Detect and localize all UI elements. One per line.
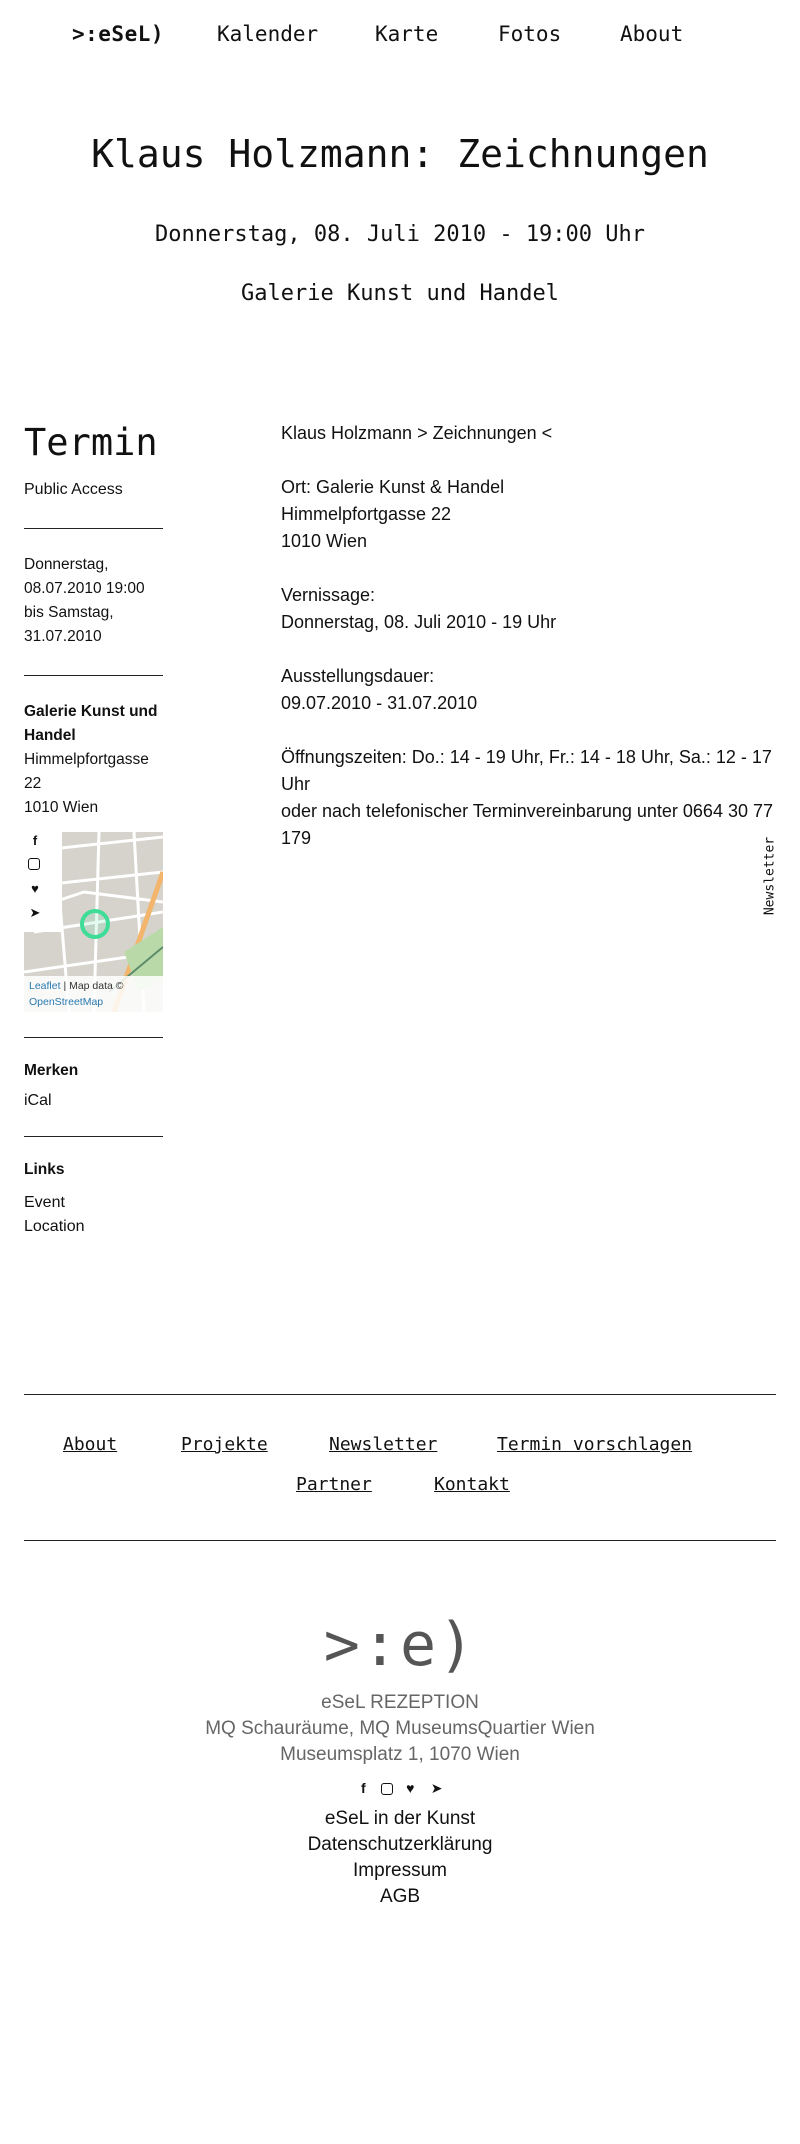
top-nav bbox=[0, 22, 800, 52]
instagram-icon[interactable] bbox=[381, 1783, 393, 1795]
text-line: Donnerstag, 08. Juli 2010 - 19 Uhr bbox=[281, 612, 557, 632]
address-line: 22 bbox=[24, 775, 42, 792]
date-line: 08.07.2010 19:00 bbox=[24, 580, 145, 597]
newsletter-tab-label: Newsletter bbox=[762, 836, 778, 916]
event-title: Klaus Holzmann: Zeichnungen bbox=[91, 132, 709, 176]
links-heading: Links bbox=[24, 1161, 65, 1178]
description-paragraph bbox=[281, 582, 781, 636]
footer-link-about[interactable]: About bbox=[63, 1434, 118, 1455]
text-line: Vernissage: bbox=[281, 585, 376, 605]
divider bbox=[24, 675, 163, 676]
date-range bbox=[24, 553, 164, 649]
footer-divider bbox=[24, 1540, 776, 1541]
footer-link-partner[interactable]: Partner bbox=[296, 1474, 372, 1495]
sidebar-heading: Termin bbox=[24, 421, 158, 464]
merken-heading: Merken bbox=[24, 1062, 79, 1079]
access-label: Public Access bbox=[24, 481, 123, 498]
description-paragraph bbox=[281, 420, 781, 447]
divider bbox=[24, 528, 163, 529]
event-date: Donnerstag, 08. Juli 2010 - 19:00 Uhr bbox=[154, 222, 646, 247]
divider bbox=[24, 1037, 163, 1038]
text-line: 09.07.2010 - 31.07.2010 bbox=[281, 693, 478, 713]
address-line: 1010 Wien bbox=[24, 799, 99, 816]
footer-social-icons bbox=[0, 1780, 800, 1798]
social-share-bar bbox=[24, 832, 62, 932]
text-line: Ausstellungsdauer: bbox=[281, 666, 435, 686]
footer-link-esel-in-der-kunst[interactable]: eSeL in der Kunst bbox=[324, 1808, 476, 1829]
event-venue: Galerie Kunst und Handel bbox=[241, 281, 559, 306]
footer-link-newsletter[interactable]: Newsletter bbox=[329, 1434, 438, 1455]
venue-address bbox=[24, 748, 164, 820]
newsletter-tab[interactable] bbox=[758, 836, 782, 916]
date-line: 31.07.2010 bbox=[24, 628, 102, 645]
nav-item-kalender[interactable]: Kalender bbox=[217, 22, 319, 46]
footer-org-address: Museumsplatz 1, 1070 Wien bbox=[280, 1744, 520, 1765]
instagram-icon[interactable] bbox=[28, 858, 40, 870]
text-line: Himmelpfortgasse 22 bbox=[281, 504, 452, 524]
footer-org-location: MQ Schauräume, MQ MuseumsQuartier Wien bbox=[205, 1718, 595, 1739]
nav-item-karte[interactable]: Karte bbox=[375, 22, 439, 46]
footer-link-projekte[interactable]: Projekte bbox=[181, 1434, 268, 1455]
description-paragraph bbox=[281, 744, 781, 852]
footer-logo: >:e) bbox=[323, 1610, 477, 1680]
divider bbox=[24, 1136, 163, 1137]
location-link[interactable]: Location bbox=[24, 1218, 85, 1235]
description-paragraph bbox=[281, 474, 781, 555]
footer-link-kontakt[interactable]: Kontakt bbox=[434, 1474, 510, 1495]
facebook-icon[interactable]: f bbox=[360, 1780, 366, 1796]
text-line: Klaus Holzmann > Zeichnungen < bbox=[281, 423, 553, 443]
date-line: Donnerstag, bbox=[24, 556, 109, 573]
text-line: oder nach telefonischer Terminvereinbarung unter 0664 30 77 179 bbox=[281, 801, 773, 848]
text-line: 1010 Wien bbox=[281, 531, 368, 551]
address-line: Himmelpfortgasse bbox=[24, 751, 149, 768]
nav-item-fotos[interactable]: Fotos bbox=[498, 22, 562, 46]
event-description bbox=[281, 420, 781, 879]
footer-link-impressum[interactable]: Impressum bbox=[353, 1860, 447, 1881]
text-line: Ort: Galerie Kunst & Handel bbox=[281, 477, 505, 497]
event-link[interactable]: Event bbox=[24, 1194, 65, 1211]
footer-link-agb[interactable]: AGB bbox=[379, 1886, 421, 1907]
ical-link[interactable]: iCal bbox=[24, 1092, 52, 1109]
sidebar bbox=[24, 420, 164, 820]
footer-link-datenschutz[interactable]: Datenschutzerklärung bbox=[307, 1834, 493, 1855]
twitter-icon[interactable]: ♥ bbox=[31, 881, 39, 896]
footer-divider bbox=[24, 1394, 776, 1395]
footer-org-name: eSeL REZEPTION bbox=[321, 1692, 479, 1713]
footer-link-termin-vorschlagen[interactable]: Termin vorschlagen bbox=[497, 1434, 693, 1455]
date-line: bis Samstag, bbox=[24, 604, 114, 621]
description-paragraph bbox=[281, 663, 781, 717]
telegram-icon[interactable]: ➤ bbox=[29, 905, 41, 920]
facebook-icon[interactable]: f bbox=[32, 833, 38, 848]
text-line: Öffnungszeiten: Do.: 14 - 19 Uhr, Fr.: 14 - 18 Uhr, Sa.: 12 - 17 Uhr bbox=[281, 747, 772, 794]
venue-name: Galerie Kunst und Handel bbox=[24, 703, 158, 744]
attribution-text: | Map data © bbox=[60, 980, 124, 992]
site-logo[interactable]: >:eSeL) bbox=[72, 22, 165, 46]
leaflet-link[interactable]: Leaflet bbox=[29, 980, 61, 992]
map-attribution bbox=[24, 976, 163, 1012]
osm-link[interactable]: OpenStreetMap bbox=[29, 996, 104, 1008]
sidebar-lower bbox=[24, 1037, 164, 1239]
telegram-icon[interactable]: ➤ bbox=[430, 1780, 443, 1796]
map-marker-icon[interactable] bbox=[80, 909, 110, 939]
nav-item-about[interactable]: About bbox=[620, 22, 684, 46]
twitter-icon[interactable]: ♥ bbox=[406, 1780, 415, 1796]
